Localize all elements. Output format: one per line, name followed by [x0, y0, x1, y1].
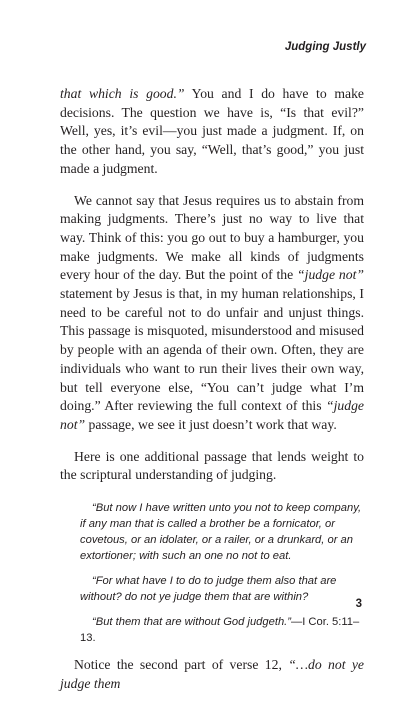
paragraph-4-text: Notice the second part of verse 12,	[74, 657, 289, 673]
paragraph-2-text-a: We cannot say that Jesus requires us to abstain from making judgments. There’s just no way to live that way. Think of this: you go out to buy a hamburger, you make judgments. We make all kinds of judgments every hour of the day. But the point of the	[60, 192, 364, 283]
quote-verse-11: “But now I have written unto you not to keep company, if any man that is called a brother be a fornicator, or covetous, or an idolater, or a railer, or a drunkard, or an extortioner; with such an one no not to eat.	[80, 502, 362, 563]
quote-verse-13	[80, 614, 364, 646]
running-head: Judging Justly	[284, 41, 366, 53]
paragraph-2	[60, 192, 364, 435]
paragraph-4-italic: “…do not ye judge them	[60, 657, 364, 691]
paragraph-2-text-c: passage, we see it just doesn’t work that way.	[85, 416, 337, 432]
body-text	[60, 85, 364, 706]
paragraph-2-italic-2: “judge not”	[60, 398, 364, 432]
quote-verse-12: “For what have I to do to judge them also that are without? do not ye judge them that are within?	[80, 575, 337, 604]
quote-verse-13-text: “But them that are without God judgeth.”	[92, 616, 291, 629]
scripture-block-quote	[80, 500, 364, 646]
paragraph-1	[60, 85, 364, 179]
paragraph-2-italic-1: “judge not”	[297, 267, 364, 283]
paragraph-2-text-b: statement by Jesus is that, in my human relationships, I need to be careful not to do unfair and unjust things. This passage is misquoted, misunderstood and misused by people with an agenda of their own. Often, they are individuals who want to run their lives their own way, but tell everyone else, “You can’t judge what I’m doing.” After reviewing the full context of this	[60, 286, 364, 414]
page-number: 3	[355, 598, 362, 610]
paragraph-1-text: You and I do have to make decisions. The question we have is, “Is that evil?” Well, yes, it’s evil—you just made a judgment. If, on the other hand, you say, “Well, that’s good,” you just made a judgment.	[60, 86, 365, 176]
scripture-reference: —I Cor. 5:11–13.	[80, 616, 360, 645]
paragraph-3: Here is one additional passage that lends weight to the scriptural understanding of judging.	[60, 448, 364, 483]
paragraph-1-italic: that which is good.”	[60, 86, 185, 101]
paragraph-4	[60, 656, 364, 693]
